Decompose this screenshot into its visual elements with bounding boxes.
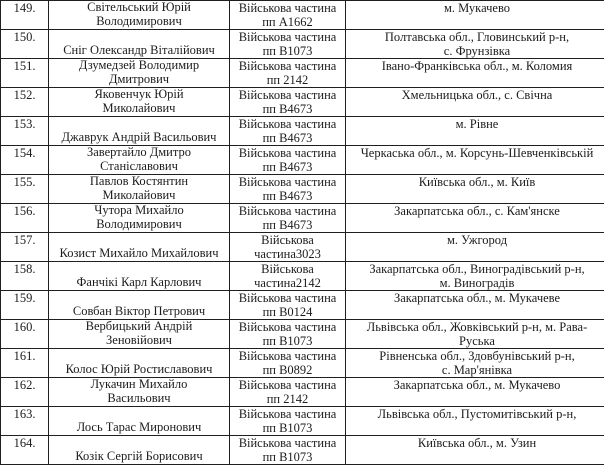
person-name: Дзумедзей Володимир Дмитрович (49, 59, 230, 88)
person-name: Лось Тарас Миронович (49, 407, 230, 436)
military-unit: Військова частина пп В0124 (230, 291, 346, 320)
table-row (1, 233, 604, 262)
row-number: 151. (1, 59, 49, 88)
military-unit: Військова частина пп В1073 (230, 407, 346, 436)
row-number: 156. (1, 204, 49, 233)
location: Рівненська обл., Здовбунівський р-н, с. Мар'янівка (346, 349, 604, 378)
row-number: 149. (1, 1, 49, 30)
row-number: 160. (1, 320, 49, 349)
row-number: 150. (1, 30, 49, 59)
location: Київська обл., м. Узин (346, 436, 604, 465)
person-name: Лукачин Михайло Васильович (49, 378, 230, 407)
row-number: 162. (1, 378, 49, 407)
row-number: 155. (1, 175, 49, 204)
military-unit: Військова частина пп В4673 (230, 175, 346, 204)
row-number: 163. (1, 407, 49, 436)
person-name: Козист Михайло Михайлович (49, 233, 230, 262)
military-unit: Військова частина пп В1073 (230, 30, 346, 59)
military-unit: Військова частина пп В4673 (230, 146, 346, 175)
person-name: Джаврук Андрій Васильович (49, 117, 230, 146)
location: Полтавська обл., Гловинський р-н, с. Фрунзівка (346, 30, 604, 59)
location: м. Мукачево (346, 1, 604, 30)
person-name: Завертайло Дмитро Станіславович (49, 146, 230, 175)
person-name: Яковенчук Юрій Миколайович (49, 88, 230, 117)
table-row (1, 175, 604, 204)
location: Київська обл., м. Київ (346, 175, 604, 204)
person-name: Колос Юрій Ростиславович (49, 349, 230, 378)
military-unit: Військова частина пп В1073 (230, 320, 346, 349)
location: Закарпатська обл., с. Кам'янске (346, 204, 604, 233)
location: Закарпатська обл., Виноградівський р-н, м. Виноградів (346, 262, 604, 291)
location: м. Рівне (346, 117, 604, 146)
person-name: Фанчікі Карл Карлович (49, 262, 230, 291)
table-row (1, 407, 604, 436)
row-number: 161. (1, 349, 49, 378)
person-name: Вербицький Андрій Зеновійович (49, 320, 230, 349)
table-row (1, 378, 604, 407)
location: Хмельницька обл., с. Свічна (346, 88, 604, 117)
table-row (1, 30, 604, 59)
location: Львівська обл., Пустомитівський р-н, (346, 407, 604, 436)
person-name: Світельський Юрій Володимирович (49, 1, 230, 30)
table-row (1, 436, 604, 465)
person-name: Совбан Віктор Петрович (49, 291, 230, 320)
military-unit: Військова частина пп 2142 (230, 378, 346, 407)
table-row (1, 204, 604, 233)
person-name: Сніг Олександр Віталійович (49, 30, 230, 59)
location: Івано-Франківська обл., м. Коломия (346, 59, 604, 88)
military-unit: Військова частина2142 (230, 262, 346, 291)
person-name: Чутора Михайло Володимирович (49, 204, 230, 233)
military-unit: Військова частина пп В4673 (230, 117, 346, 146)
military-unit: Військова частина пп В0892 (230, 349, 346, 378)
location: Закарпатська обл., м. Мукачеве (346, 291, 604, 320)
row-number: 153. (1, 117, 49, 146)
row-number: 159. (1, 291, 49, 320)
person-name: Павлов Костянтин Миколайович (49, 175, 230, 204)
row-number: 152. (1, 88, 49, 117)
table-row (1, 146, 604, 175)
table-row (1, 320, 604, 349)
table-row (1, 349, 604, 378)
row-number: 158. (1, 262, 49, 291)
military-unit: Військова частина пп В4673 (230, 204, 346, 233)
table-row (1, 262, 604, 291)
table-row (1, 291, 604, 320)
military-unit: Військова частина3023 (230, 233, 346, 262)
military-unit: Військова частина пп В1073 (230, 436, 346, 465)
table-row (1, 88, 604, 117)
table-row (1, 59, 604, 88)
person-name: Козік Сергій Борисович (49, 436, 230, 465)
row-number: 157. (1, 233, 49, 262)
row-number: 154. (1, 146, 49, 175)
military-unit: Військова частина пп В4673 (230, 88, 346, 117)
military-unit: Військова частина пп А1662 (230, 1, 346, 30)
location: м. Ужгород (346, 233, 604, 262)
table-row (1, 1, 604, 30)
row-number: 164. (1, 436, 49, 465)
table-body (1, 1, 604, 465)
military-unit: Військова частина пп 2142 (230, 59, 346, 88)
table-row (1, 117, 604, 146)
location: Закарпатська обл., м. Мукачево (346, 378, 604, 407)
location: Львівська обл., Жовківський р-н, м. Рава- Руська (346, 320, 604, 349)
location: Черкаська обл., м. Корсунь-Шевченківській (346, 146, 604, 175)
